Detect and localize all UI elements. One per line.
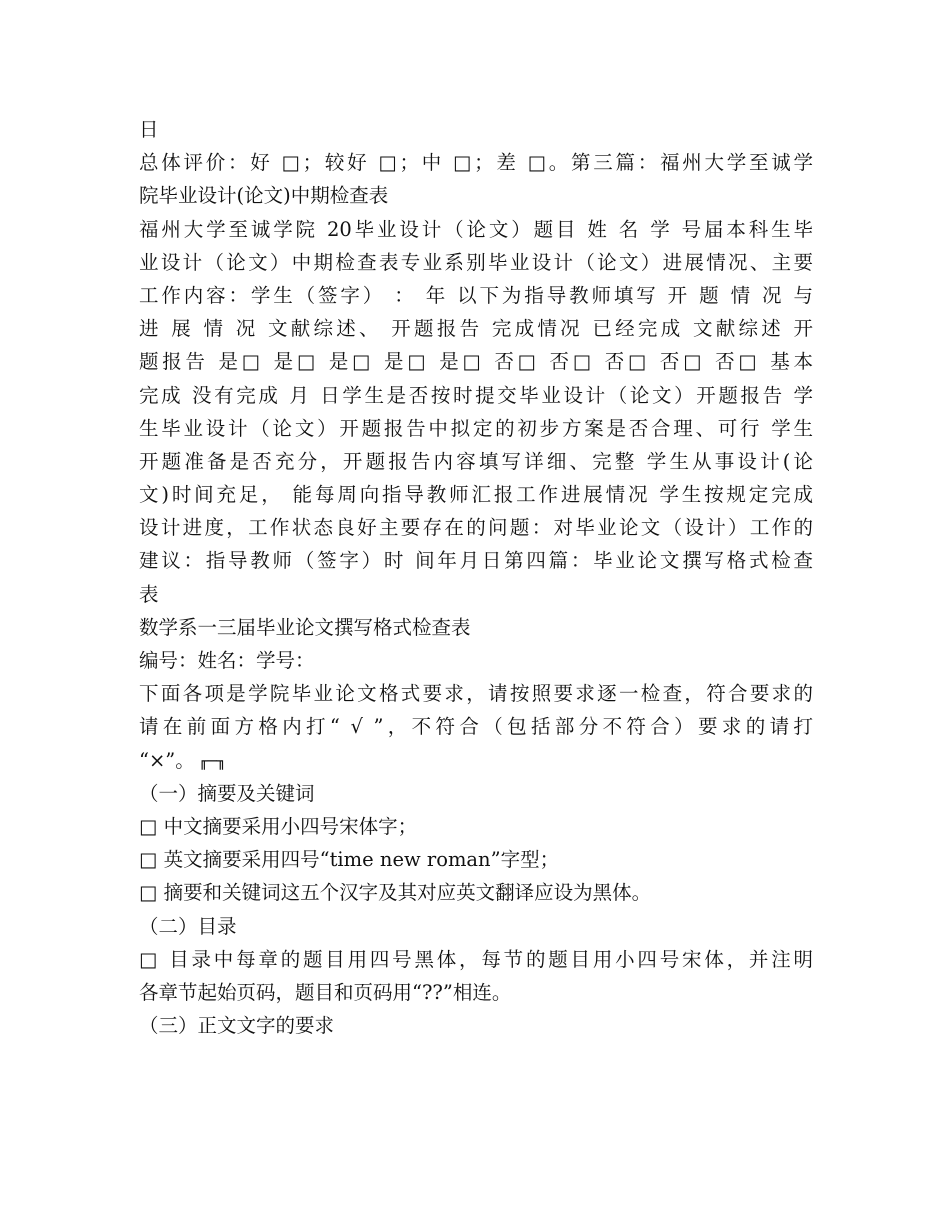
- text-line-content: （三）正文文字的要求: [139, 1014, 335, 1038]
- text-line-content: 建议：指导教师（签字）时 间年月日第四篇：毕业论文撰写格式检查: [139, 549, 813, 573]
- text-line: [139, 544, 813, 577]
- text-line-content: 开题准备是否充分，开题报告内容填写详细、完整 学生从事设计(论: [139, 449, 813, 473]
- text-line-content: 生毕业设计（论文）开题报告中拟定的初步方案是否合理、可行 学生: [139, 416, 813, 440]
- text-line-content: 总体评价：好 □；较好 □；中 □；差 □。第三篇：福州大学至诚学: [139, 151, 813, 175]
- text-line-content: 业设计（论文）中期检查表专业系别毕业设计（论文）进展情况、主要: [139, 250, 813, 274]
- text-line: [139, 744, 813, 777]
- text-line-content: 进 展 情 况 文献综述、 开题报告 完成情况 已经完成 文献综述 开: [139, 317, 813, 341]
- text-line: [139, 478, 813, 511]
- text-line: [139, 1009, 813, 1042]
- text-line: [139, 412, 813, 445]
- text-line-content: 各章节起始页码，题目和页码用“??”相连。: [139, 980, 512, 1004]
- text-line-content: 题报告 是□ 是□ 是□ 是□ 是□ 否□ 否□ 否□ 否□ 否□ 基本: [139, 350, 813, 374]
- text-line-content: （一）摘要及关键词: [139, 781, 315, 805]
- text-line-content: □ 摘要和关键词这五个汉字及其对应英文翻译应设为黑体。: [139, 881, 652, 905]
- text-line-content: 日: [139, 118, 159, 141]
- text-line: [139, 345, 813, 378]
- text-line: [139, 777, 813, 810]
- text-line-content: 表: [139, 582, 159, 606]
- text-line: [139, 213, 813, 246]
- text-line: [139, 910, 813, 943]
- text-line-content: 下面各项是学院毕业论文格式要求，请按照要求逐一检查，符合要求的: [139, 682, 813, 706]
- text-line: [139, 179, 813, 212]
- text-line-content: 完成 没有完成 月 日学生是否按时提交毕业设计（论文）开题报告 学: [139, 383, 813, 407]
- document-page: [139, 113, 813, 1042]
- text-line: [139, 113, 813, 146]
- stray-glyph: ╓─╖: [198, 751, 226, 770]
- text-line: [139, 146, 813, 179]
- text-line-content: 工作内容：学生（签字） ： 年 以下为指导教师填写 开 题 情 况 与: [139, 283, 813, 307]
- text-line: [139, 810, 813, 843]
- text-line-content: “×”。: [139, 748, 195, 772]
- text-line: [139, 445, 813, 478]
- text-line: [139, 876, 813, 909]
- text-line-content: □ 中文摘要采用小四号宋体字；: [139, 814, 418, 838]
- text-line: [139, 644, 813, 677]
- text-line-content: □ 英文摘要采用四号“time new roman”字型；: [139, 848, 560, 872]
- text-line: [139, 976, 813, 1009]
- text-line-content: （二）目录: [139, 914, 237, 938]
- text-line: [139, 677, 813, 710]
- text-line: [139, 312, 813, 345]
- text-line-content: 文)时间充足， 能每周向指导教师汇报工作进展情况 学生按规定完成: [139, 483, 813, 507]
- text-line-content: □ 目录中每章的题目用四号黑体，每节的题目用小四号宋体，并注明: [139, 947, 813, 971]
- text-line: [139, 578, 813, 611]
- text-line-content: 数学系一三届毕业论文撰写格式检查表: [139, 615, 471, 639]
- text-line: [139, 246, 813, 279]
- text-line-content: 设计进度，工作状态良好主要存在的问题：对毕业论文（设计）工作的: [139, 516, 813, 540]
- text-line: [139, 710, 813, 743]
- text-line-content: 编号：姓名：学号：: [139, 649, 315, 672]
- text-line-content: 福州大学至诚学院 20毕业设计（论文）题目 姓 名 学 号届本科生毕: [139, 217, 813, 241]
- text-line: [139, 611, 813, 644]
- text-line: [139, 943, 813, 976]
- text-line-content: 请在前面方格内打“ √ ”，不符合（包括部分不符合）要求的请打: [139, 715, 813, 739]
- text-line: [139, 379, 813, 412]
- text-line: [139, 843, 813, 876]
- text-line-content: 院毕业设计(论文)中期检查表: [139, 184, 389, 208]
- text-line: [139, 279, 813, 312]
- text-line: [139, 511, 813, 544]
